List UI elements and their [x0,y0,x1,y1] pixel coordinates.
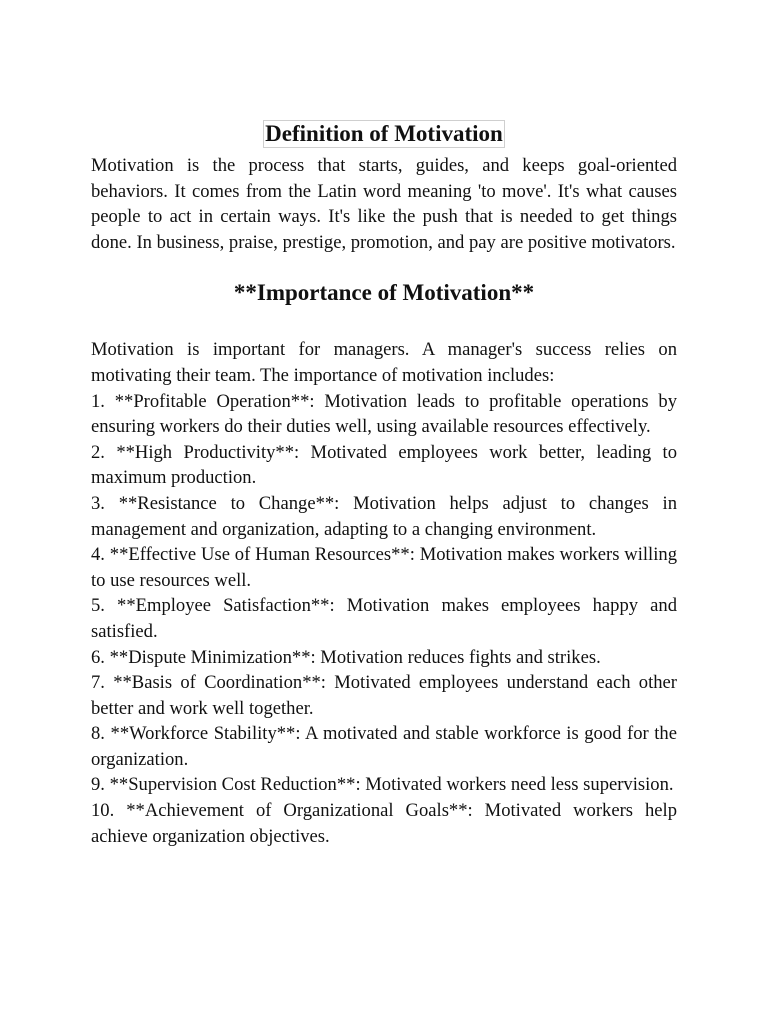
list-item: 2. **High Productivity**: Motivated employees work better, leading to maximum production. [91,441,677,489]
document-title: Definition of Motivation [265,121,503,146]
list-item: 5. **Employee Satisfaction**: Motivation makes employees happy and satisfied. [91,595,677,642]
section-intro-paragraph: Motivation is important for managers. A manager's success relies on motivating their team. The importance of motivation includes: [91,339,677,386]
document-page [91,120,677,849]
list-item: 8. **Workforce Stability**: A motivated and stable workforce is good for the organization. [91,723,677,770]
section-heading: **Importance of Motivation** [233,280,535,306]
list-item: 4. **Effective Use of Human Resources**: Motivation makes workers willing to use resources well. [91,544,677,591]
list-item: 6. **Dispute Minimization**: Motivation reduces fights and strikes. [91,646,601,668]
list-item: 10. **Achievement of Organizational Goals**: Motivated workers help achieve organization objectives. [91,800,677,847]
list-item: 9. **Supervision Cost Reduction**: Motivated workers need less supervision. [91,774,674,796]
list-item: 7. **Basis of Coordination**: Motivated employees understand each other better and work well together. [91,672,677,719]
list-item: 1. **Profitable Operation**: Motivation leads to profitable operations by ensuring workers do their duties well, using available resources effectively. [91,390,677,438]
intro-paragraph: Motivation is the process that starts, guides, and keeps goal-oriented behaviors. It comes from the Latin word meaning 'to move'. It's what causes people to act in certain ways. It's like the push that is needed to get things done. In business, praise, prestige, promotion, and pay are positive motivators. [91,155,677,253]
list-item: 3. **Resistance to Change**: Motivation helps adjust to changes in management and organization, adapting to a changing environment. [91,492,677,540]
title-wrapper [91,120,677,151]
